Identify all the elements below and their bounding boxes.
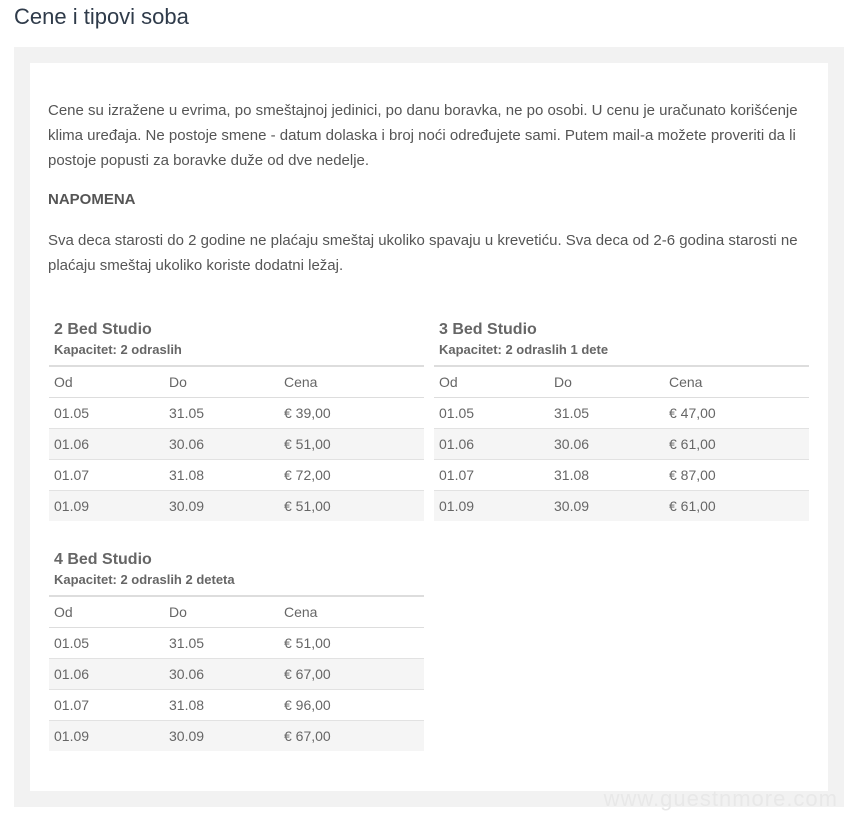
table-row: [434, 460, 809, 491]
cell-cena: € 67,00: [279, 721, 424, 752]
room-title: 3 Bed Studio: [439, 321, 537, 338]
room-capacity: Kapacitet: 2 odraslih 2 deteta: [54, 572, 235, 587]
table-row: [49, 460, 424, 491]
cell-do: 30.06: [164, 659, 279, 690]
cell-do: 31.05: [164, 398, 279, 429]
cell-cena: € 39,00: [279, 398, 424, 429]
cell-cena: € 51,00: [279, 628, 424, 659]
column-header-cena: Cena: [664, 366, 809, 398]
cell-od: 01.06: [434, 429, 549, 460]
cell-do: 31.08: [549, 460, 664, 491]
watermark: www.guestnmore.com: [603, 786, 838, 811]
column-header-do: Do: [164, 596, 279, 628]
cell-cena: € 61,00: [664, 491, 809, 522]
column-header-od: Od: [49, 366, 164, 398]
table-row: [49, 491, 424, 522]
cell-od: 01.07: [434, 460, 549, 491]
column-header-do: Do: [164, 366, 279, 398]
cell-do: 31.05: [549, 398, 664, 429]
table-row: [434, 429, 809, 460]
table-row: [49, 628, 424, 659]
cell-cena: € 61,00: [664, 429, 809, 460]
cell-do: 31.08: [164, 460, 279, 491]
cell-do: 30.09: [549, 491, 664, 522]
table-row: [49, 429, 424, 460]
table-row: [49, 398, 424, 429]
table-header-row: [434, 366, 809, 398]
price-table: [49, 365, 424, 521]
cell-cena: € 47,00: [664, 398, 809, 429]
page-title: Cene i tipovi soba: [14, 4, 189, 29]
room-2-bed-studio: [49, 320, 424, 521]
column-header-do: Do: [549, 366, 664, 398]
cell-od: 01.05: [49, 628, 164, 659]
column-header-cena: Cena: [279, 366, 424, 398]
room-4-bed-studio: [49, 550, 424, 751]
cell-do: 30.09: [164, 721, 279, 752]
room-capacity: Kapacitet: 2 odraslih: [54, 342, 182, 357]
cell-cena: € 72,00: [279, 460, 424, 491]
cell-do: 31.08: [164, 690, 279, 721]
column-header-od: Od: [49, 596, 164, 628]
cell-od: 01.09: [49, 491, 164, 522]
cell-do: 30.09: [164, 491, 279, 522]
note-text: Sva deca starosti do 2 godine ne plaćaju smeštaj ukoliko spavaju u krevetiću. Sva deca od 2-6 godina starosti ne plaćaju smeštaj ukoliko koriste dodatni ležaj.: [48, 232, 798, 274]
cell-do: 30.06: [164, 429, 279, 460]
table-row: [49, 721, 424, 752]
cell-od: 01.09: [434, 491, 549, 522]
cell-od: 01.06: [49, 429, 164, 460]
table-row: [49, 659, 424, 690]
price-table: [434, 365, 809, 521]
cell-od: 01.07: [49, 690, 164, 721]
cell-cena: € 96,00: [279, 690, 424, 721]
room-title: 2 Bed Studio: [54, 321, 152, 338]
cell-od: 01.09: [49, 721, 164, 752]
column-header-od: Od: [434, 366, 549, 398]
cell-cena: € 67,00: [279, 659, 424, 690]
cell-do: 31.05: [164, 628, 279, 659]
table-header-row: [49, 366, 424, 398]
price-table: [49, 595, 424, 751]
napomena-heading: NAPOMENA: [48, 191, 136, 208]
room-capacity: Kapacitet: 2 odraslih 1 dete: [439, 342, 609, 357]
table-row: [434, 491, 809, 522]
intro-text: Cene su izražene u evrima, po smeštajnoj jedinici, po danu boravka, ne po osobi. U cenu je uračunato korišćenje klima uređaja. Ne postoje smene - datum dolaska i broj noći određujete sami. Putem mail-a možete proveriti da li postoje popusti za boravke duže od dve nedelje.: [48, 102, 798, 169]
cell-cena: € 51,00: [279, 429, 424, 460]
cell-od: 01.06: [49, 659, 164, 690]
cell-od: 01.07: [49, 460, 164, 491]
room-3-bed-studio: [434, 320, 809, 521]
cell-do: 30.06: [549, 429, 664, 460]
room-title: 4 Bed Studio: [54, 551, 152, 568]
table-header-row: [49, 596, 424, 628]
cell-od: 01.05: [49, 398, 164, 429]
cell-cena: € 51,00: [279, 491, 424, 522]
cell-cena: € 87,00: [664, 460, 809, 491]
table-row: [49, 690, 424, 721]
table-row: [434, 398, 809, 429]
column-header-cena: Cena: [279, 596, 424, 628]
cell-od: 01.05: [434, 398, 549, 429]
